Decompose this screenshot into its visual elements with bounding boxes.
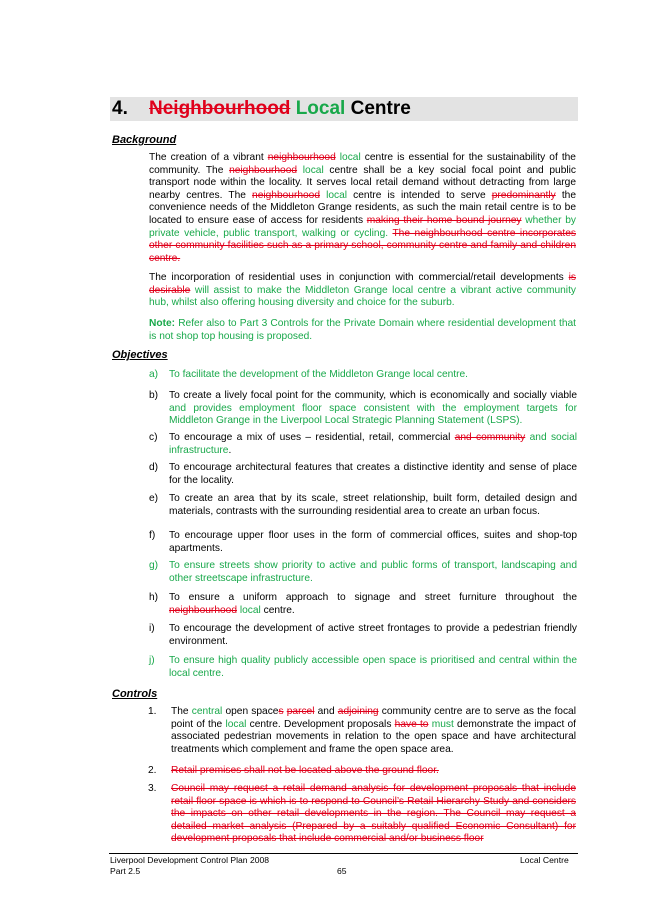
item-text xyxy=(169,592,577,617)
text-run: centre. xyxy=(260,604,295,616)
text-run: The creation of a vibrant xyxy=(149,152,268,163)
objective-item xyxy=(149,560,577,585)
control-item xyxy=(148,706,576,756)
inserted-text: and provides employment floor space consistent with the employment targets for Middleton Grange in the Liverpool Local Strategic Planning Statement (LSPS). xyxy=(169,402,577,427)
deleted-text: Council may request a retail demand analysis for development proposals that include retail floor space is which is to respond to Council’s Retail Hierarchy Study and considers the impacts on other retail developments in the region. The Council may request a detailed market analysis (Prepared by a suitably qualified Economic Consultant) for development proposals that include commercial and/or business floor xyxy=(171,783,576,845)
item-label: 2. xyxy=(148,765,157,776)
text-run: . xyxy=(228,444,232,456)
item-label: h) xyxy=(149,592,159,603)
title-deleted-word: Neighbourhood xyxy=(149,98,291,119)
item-text xyxy=(169,655,577,680)
deleted-text: Retail premises shall not be located above the ground floor. xyxy=(171,765,439,776)
item-text xyxy=(169,493,577,518)
text-run: and xyxy=(314,706,338,717)
title-inserted-word: Local xyxy=(295,98,346,119)
inserted-text: local xyxy=(326,189,348,201)
inserted-text: local xyxy=(225,718,247,730)
deleted-text: is desirable xyxy=(149,272,576,296)
objectives-heading: Objectives xyxy=(112,349,168,361)
background-paragraph-1 xyxy=(149,152,576,265)
text-run: open space xyxy=(222,706,279,717)
objective-item xyxy=(149,592,577,617)
item-label: e) xyxy=(149,493,159,504)
item-text xyxy=(169,462,577,487)
item-label: 3. xyxy=(148,783,157,794)
footer-section: Local Centre xyxy=(520,855,569,865)
inserted-text: whether by private vehicle, public transport, walking or cycling. xyxy=(149,214,576,239)
deleted-text: neighbourhood xyxy=(267,152,336,163)
item-label: g) xyxy=(149,560,159,571)
text-run: To create a lively focal point for the community, which is economically and socially viable xyxy=(169,390,577,401)
deleted-text: have to xyxy=(394,718,429,730)
objective-item xyxy=(149,623,577,648)
item-label: a) xyxy=(149,369,159,380)
deleted-text: neighbourhood xyxy=(229,164,298,176)
inserted-text: central xyxy=(191,706,223,717)
inserted-text: must xyxy=(431,718,454,730)
inserted-text: Refer also to Part 3 Controls for the Private Domain where residential development that is not shop top housing is proposed. xyxy=(149,318,576,342)
section-number: 4. xyxy=(112,98,128,119)
text-run: centre shall be a key social focal point and public transport node within the locality. It serves local retail demand without detracting from large nearby centres. The xyxy=(149,164,576,201)
inserted-text: will assist to make the Middleton Grange local centre a vibrant active community hub, whilst also offering housing diversity and choice for the suburb. xyxy=(149,284,576,309)
text-run: The xyxy=(171,706,192,717)
item-text xyxy=(169,560,577,585)
footer-part: Part 2.5 xyxy=(110,866,141,876)
text-run: centre. Development proposals xyxy=(246,718,395,730)
text-run: To encourage architectural features that creates a distinctive identity and sense of place for the locality. xyxy=(169,462,577,486)
item-text xyxy=(169,369,577,382)
deleted-text: predominantly xyxy=(491,189,556,201)
item-text xyxy=(169,390,577,428)
objective-item xyxy=(149,462,577,487)
deleted-text: parcel xyxy=(286,706,315,717)
inserted-text: To facilitate the development of the Middleton Grange local centre. xyxy=(169,369,469,380)
item-label: f) xyxy=(149,530,156,541)
controls-heading: Controls xyxy=(112,688,158,700)
objective-item xyxy=(149,655,577,680)
inserted-text: To ensure high quality publicly accessible open space is prioritised and central within the local centre. xyxy=(169,655,577,679)
objective-item xyxy=(149,432,577,457)
objective-item xyxy=(149,369,577,382)
inserted-text: and social infrastructure xyxy=(169,432,578,456)
text-run: demonstrate the impact of associated pedestrian movements in relation to the open space and have architectural treatments which complement and frame the open space area. xyxy=(171,718,576,755)
text-run: To encourage a mix of uses – residential, retail, commercial xyxy=(169,432,455,443)
item-label: d) xyxy=(149,462,159,473)
text-run: The incorporation of residential uses in conjunction with commercial/retail developments xyxy=(149,272,569,283)
inserted-text: To ensure streets show priority to active and public forms of transport, landscaping and other streetscape infrastructure. xyxy=(169,560,577,584)
objective-item xyxy=(149,530,577,555)
inserted-text: local xyxy=(302,164,324,176)
text-run: To create an area that by its scale, street relationship, built form, detailed design and materials, contrasts with the surrounding residential area to create an urban focus. xyxy=(169,493,577,517)
item-label: 1. xyxy=(148,706,157,717)
control-item xyxy=(148,765,576,778)
deleted-text: neighbourhood xyxy=(169,604,237,616)
item-text xyxy=(169,623,577,648)
inserted-text: local xyxy=(239,604,261,616)
title-rest: Centre xyxy=(350,98,411,119)
control-item xyxy=(148,783,576,846)
deleted-text: making their home bound journey xyxy=(366,214,522,226)
deleted-text: and community xyxy=(454,432,526,443)
background-heading: Background xyxy=(112,134,177,146)
inserted-text-bold: Note: xyxy=(149,318,176,329)
item-text xyxy=(171,765,576,778)
text-run: To encourage upper floor uses in the form of commercial offices, suites and shop-top apartments. xyxy=(169,530,577,554)
background-paragraph-2 xyxy=(149,272,576,310)
text-run: centre is intended to serve xyxy=(347,189,492,201)
item-text xyxy=(171,706,576,756)
footer-rule xyxy=(109,853,578,854)
text-run: community centre are to serve as the focal point of the xyxy=(171,706,576,730)
deleted-text: adjoining xyxy=(337,706,379,717)
item-label: b) xyxy=(149,390,159,401)
deleted-text: The neighbourhood centre incorporates other community facilities such as a primary school, community centre and family and children centre. xyxy=(149,227,576,264)
text-run: the convenience needs of the Middleton Grange residents, as such the main retail centre is to be located to ensure ease of access for residents xyxy=(149,189,576,226)
item-label: i) xyxy=(149,623,155,634)
item-label: j) xyxy=(149,655,155,666)
deleted-text: neighbourhood xyxy=(252,189,321,201)
item-text xyxy=(169,530,577,555)
text-run: To ensure a uniform approach to signage and street furniture throughout the xyxy=(169,592,577,603)
inserted-text: local xyxy=(339,152,361,163)
footer-plan-title: Liverpool Development Control Plan 2008 xyxy=(110,855,270,865)
objective-item xyxy=(149,390,577,428)
section-title xyxy=(112,97,411,121)
deleted-text: s xyxy=(278,706,284,717)
item-text xyxy=(169,432,577,457)
text-run: centre is essential for the sustainability of the community. The xyxy=(149,152,576,176)
objective-item xyxy=(149,493,577,518)
footer-page-number: 65 xyxy=(337,866,347,876)
item-label: c) xyxy=(149,432,158,443)
background-note xyxy=(149,318,576,343)
text-run: To encourage the development of active street frontages to provide a pedestrian friendly environment. xyxy=(169,623,577,647)
item-text xyxy=(171,783,576,846)
